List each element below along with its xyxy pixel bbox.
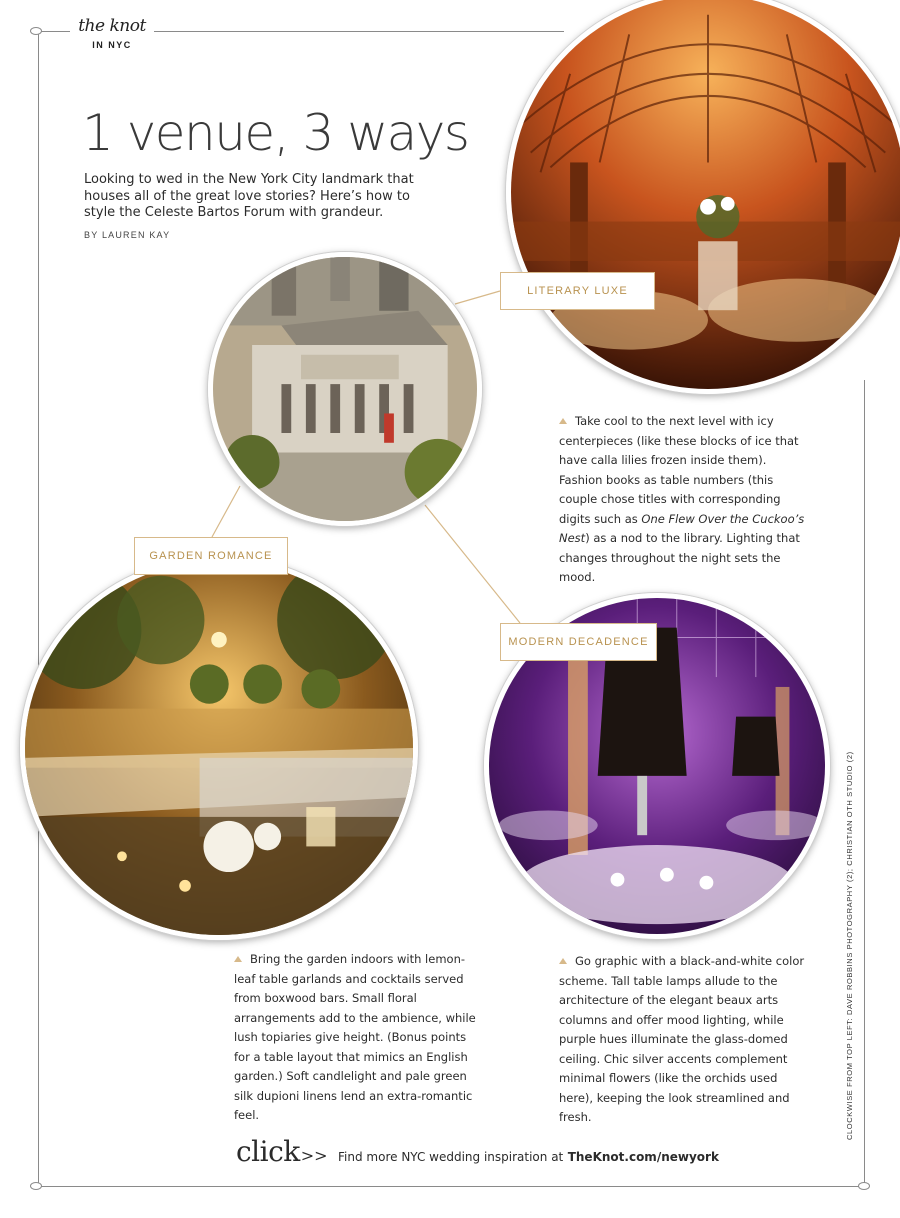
photo-library-exterior	[208, 252, 482, 526]
caption-luxe-text: Take cool to the next level with icy centerpieces (like these blocks of ice that have calla lilies frozen inside them). Fashion books as table numbers (this couple chose titles with corresponding digits such as	[559, 414, 799, 526]
page-title: 1 venue, 3 ways	[82, 104, 469, 162]
frame-corner-curl-icon	[30, 1182, 42, 1190]
intro-text: Looking to wed in the New York City landmark that houses all of the great love stories? Here’s how to style the Celeste Bartos Forum with grandeur.	[84, 172, 414, 220]
label-literary-luxe: LITERARY LUXE	[500, 272, 655, 310]
masthead-logo	[70, 14, 154, 60]
caption-garden-text: Bring the garden indoors with lemon-leaf table garlands and cocktails served from boxwood bars. Small floral arrangements add to the ambience, while lush topiaries give height. (Bonus points for a table layout that mimics an English garden.) Soft candlelight and pale green silk dupioni linens lend an extra-romantic feel.	[234, 952, 476, 1122]
triangle-up-icon	[234, 956, 242, 962]
page-frame-right	[864, 380, 865, 1186]
triangle-up-icon	[559, 418, 567, 424]
caption-modern-text: Go graphic with a black-and-white color scheme. Tall table lamps allude to the architecture of the elegant beaux arts columns and offer mood lighting, while purple hues illuminate the glass-domed ceiling. Chic silver accents complement minimal flowers (like the orchids used here), keeping the look streamlined and fresh.	[559, 954, 805, 1124]
triangle-up-icon	[559, 958, 567, 964]
double-chevron-right-icon: >>	[300, 1146, 328, 1165]
caption-modern-decadence	[559, 952, 805, 1128]
label-modern-decadence: MODERN DECADENCE	[500, 623, 657, 661]
frame-corner-curl-icon	[858, 1182, 870, 1190]
byline: BY LAUREN KAY	[84, 230, 171, 240]
page-frame-bottom	[38, 1186, 865, 1187]
theknot-newyork-link[interactable]: TheKnot.com/newyork	[567, 1150, 719, 1164]
click-word: click	[236, 1135, 300, 1168]
caption-garden-romance	[234, 950, 482, 1126]
photo-literary-luxe	[506, 0, 900, 394]
click-footer	[236, 1135, 719, 1168]
frame-corner-curl-icon	[30, 27, 42, 35]
caption-literary-luxe	[559, 412, 809, 588]
page-frame-left	[38, 31, 39, 1186]
logo-text: the knot	[78, 16, 146, 36]
label-garden-romance: GARDEN ROMANCE	[134, 537, 288, 575]
logo-sub: IN NYC	[92, 40, 132, 50]
caption-luxe-book-title: One Flew Over the Cuckoo’s Nest	[559, 511, 805, 545]
photo-credit: CLOCKWISE FROM TOP LEFT: DAVE ROBBINS PHOTOGRAPHY (2); CHRISTIAN OTH STUDIO (2)	[845, 751, 854, 1140]
caption-luxe-text-end: ) as a nod to the library. Lighting that changes throughout the night sets the mood.	[559, 531, 800, 584]
click-footer-text: Find more NYC wedding inspiration at	[338, 1150, 564, 1164]
photo-garden-romance	[20, 556, 418, 940]
